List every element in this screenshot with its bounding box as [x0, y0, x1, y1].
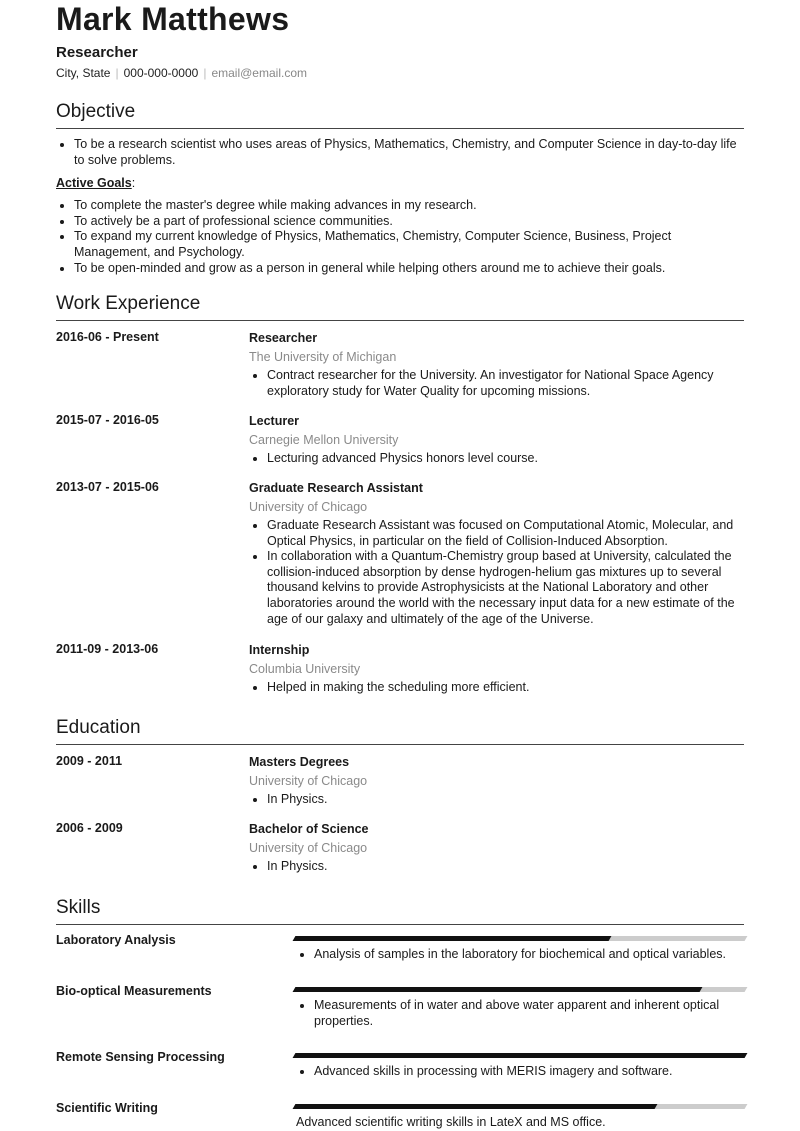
section-title-skills: Skills	[56, 896, 744, 925]
entry-date: 2009 - 2011	[56, 754, 123, 768]
entry-title: Internship	[249, 643, 310, 657]
list-item: Advanced scientific writing skills in LateX and MS office.	[296, 1115, 606, 1129]
skill-name: Scientific Writing	[56, 1101, 158, 1115]
list-item: • To be open-minded and grow as a person in general while helping others around me to achieve their goals.	[74, 261, 744, 277]
skill-level-fill	[293, 936, 612, 941]
section-title-objective: Objective	[56, 100, 744, 129]
entry-title: Lecturer	[249, 414, 300, 428]
list-item: • Helped in making the scheduling more efficient.	[267, 680, 744, 696]
entry-title: Researcher	[249, 331, 318, 345]
objective-section	[56, 100, 744, 276]
entry-date: 2006 - 2009	[56, 821, 123, 835]
entry-title: Masters Degrees	[249, 755, 350, 769]
list-item: • In Physics.	[267, 792, 744, 808]
entry-org: University of Chicago	[249, 500, 368, 514]
entry-org: The University of Michigan	[249, 350, 397, 364]
entry-org: University of Chicago	[249, 774, 368, 788]
list-item: • To expand my current knowledge of Physics, Mathematics, Chemistry, Computer Science, Business, Project Management, and Psychology.	[74, 229, 744, 260]
list-item: • Graduate Research Assistant was focused on Computational Atomic, Molecular, and Optical Physics, in particular on the field of Collision-Induced Absorption.	[267, 518, 744, 549]
list-item: • Analysis of samples in the laboratory for biochemical and optical variables.	[314, 947, 762, 963]
work-section	[56, 292, 744, 321]
entry-title: Bachelor of Science	[249, 822, 369, 836]
candidate-role: Researcher	[56, 44, 138, 61]
skill-name: Bio-optical Measurements	[56, 984, 212, 998]
entry-org: Columbia University	[249, 662, 361, 676]
goals-label: Active Goals	[56, 176, 132, 191]
separator: |	[115, 66, 119, 80]
section-title-education: Education	[56, 716, 744, 745]
list-item: • To actively be a part of professional science communities.	[74, 214, 744, 230]
skill-name: Laboratory Analysis	[56, 933, 176, 947]
skill-level-bar	[293, 1053, 748, 1058]
skill-level-bar	[293, 987, 748, 992]
phone: 000-000-0000	[123, 66, 199, 80]
list-item: • Advanced skills in processing with MERIS imagery and software.	[314, 1064, 762, 1080]
entry-org: Carnegie Mellon University	[249, 433, 399, 447]
goals-colon: :	[131, 176, 136, 191]
list-item: • Contract researcher for the University. An investigator for National Space Agency exploratory study for Water Quality for upcoming missions.	[267, 368, 744, 399]
skill-level-fill	[293, 1104, 657, 1109]
skill-level-bar	[293, 1104, 748, 1109]
list-item: • In collaboration with a Quantum-Chemistry group based at University, calculated the collision-induced absorption by dense hydrogen-helium gas mixtures up to several thousand kelvins to provide Astrophysicists at the National Laboratory and other laboratories around the world with the necessary input data for a new estimate of the age of our galaxy and ultimately of the age of the Universe.	[267, 549, 744, 627]
skill-level-fill	[293, 987, 703, 992]
goals-list	[56, 198, 744, 276]
list-item: • Measurements of in water and above water apparent and inherent optical properties.	[314, 998, 762, 1029]
email-link[interactable]: email@email.com	[211, 66, 307, 80]
skills-section	[56, 896, 744, 925]
contact-line	[56, 66, 307, 80]
objective-statement: • To be a research scientist who uses areas of Physics, Mathematics, Chemistry, and Computer Science in day-to-day life to solve problems.	[74, 137, 744, 168]
separator: |	[203, 66, 207, 80]
candidate-name: Mark Matthews	[56, 1, 290, 37]
entry-date: 2016-06 - Present	[56, 330, 159, 344]
skill-name: Remote Sensing Processing	[56, 1050, 225, 1064]
skill-level-fill	[293, 1053, 748, 1058]
objective-list	[56, 137, 744, 168]
list-item: • In Physics.	[267, 859, 744, 875]
entry-title: Graduate Research Assistant	[249, 481, 423, 495]
goals-heading	[56, 174, 744, 192]
entry-org: University of Chicago	[249, 841, 368, 855]
education-section	[56, 716, 744, 745]
list-item: • To complete the master's degree while making advances in my research.	[74, 198, 744, 214]
location: City, State	[56, 66, 111, 80]
entry-date: 2015-07 - 2016-05	[56, 413, 159, 427]
entry-date: 2011-09 - 2013-06	[56, 642, 159, 656]
list-item: • Lecturing advanced Physics honors level course.	[267, 451, 744, 467]
section-title-work: Work Experience	[56, 292, 744, 321]
entry-date: 2013-07 - 2015-06	[56, 480, 159, 494]
skill-level-bar	[293, 936, 748, 941]
